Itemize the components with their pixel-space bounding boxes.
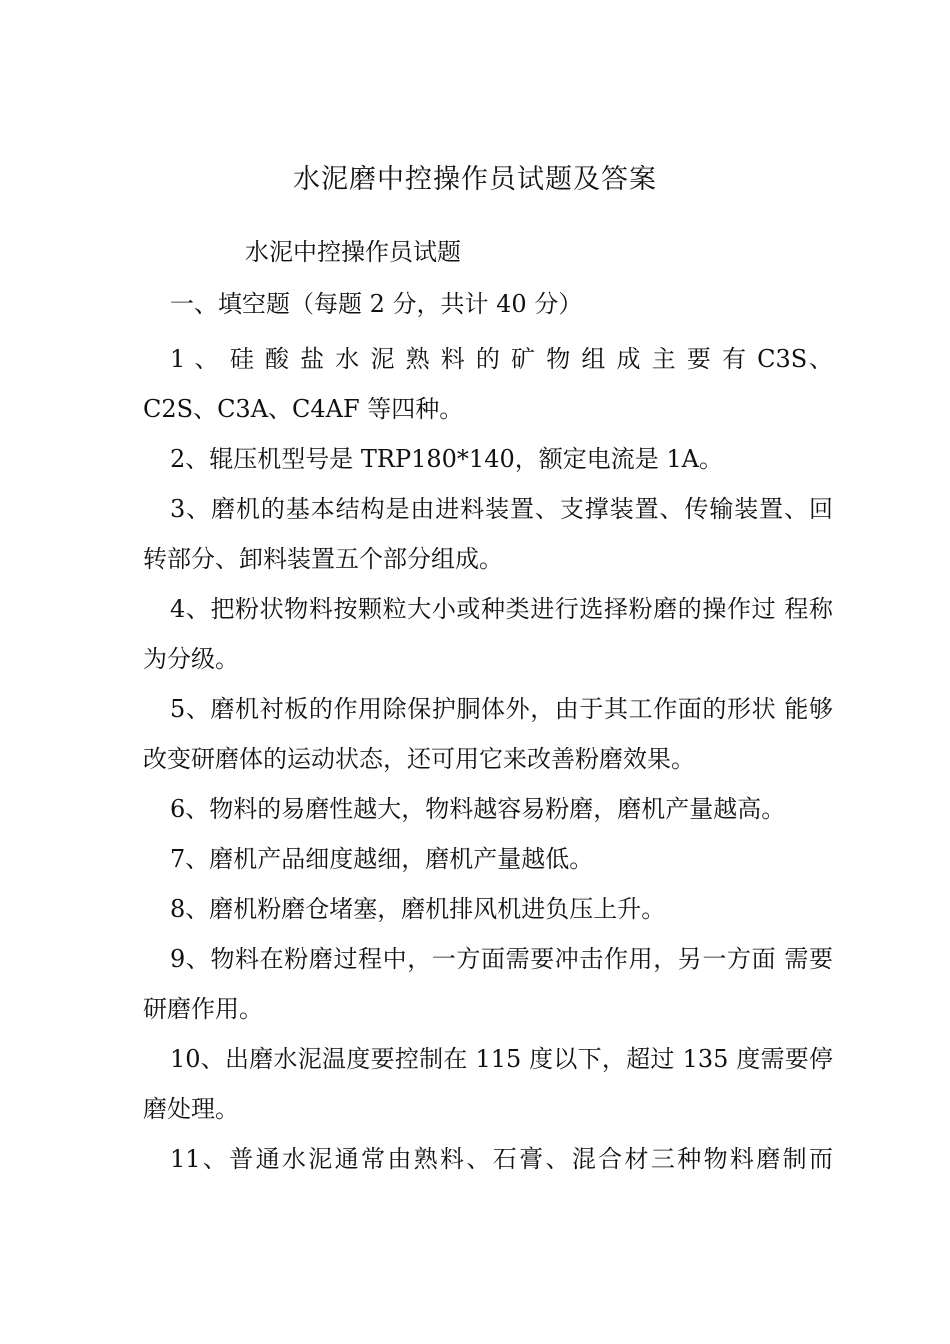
question-1: 1 、 硅 酸 盐 水 泥 熟 料 的 矿 物 组 成 主 要 有 C3S、C2S、C3A、C4AF 等四种。 xyxy=(143,345,833,423)
question-3: 3、磨机的基本结构是由进料装置、支撑装置、传输装置、回转部分、卸料装置五个部分组成。 xyxy=(143,495,833,573)
question-10: 10、出磨水泥温度要控制在 115 度以下，超过 135 度需要停磨处理。 xyxy=(143,1045,833,1123)
document-subtitle: 水泥中控操作员试题 xyxy=(245,238,461,266)
question-11: 11、普通水泥通常由熟料、石膏、混合材三种物料磨制而 xyxy=(170,1145,833,1173)
document-title: 水泥磨中控操作员试题及答案 xyxy=(293,164,657,195)
question-5: 5、磨机衬板的作用除保护胴体外，由于其工作面的形状 能够改变研磨体的运动状态，还可用它来改善粉磨效果。 xyxy=(143,695,833,773)
question-2: 2、辊压机型号是 TRP180*140，额定电流是 1A。 xyxy=(170,445,723,473)
question-8: 8、磨机粉磨仓堵塞，磨机排风机进负压上升。 xyxy=(170,895,666,923)
question-9: 9、物料在粉磨过程中，一方面需要冲击作用，另一方面 需要研磨作用。 xyxy=(143,945,833,1023)
question-list xyxy=(143,334,833,1184)
question-7: 7、磨机产品细度越细，磨机产量越低。 xyxy=(170,845,594,873)
section-heading: 一、填空题（每题 2 分，共计 40 分） xyxy=(170,290,583,318)
question-4: 4、把粉状物料按颗粒大小或种类进行选择粉磨的操作过 程称为分级。 xyxy=(143,595,833,673)
question-6: 6、物料的易磨性越大，物料越容易粉磨，磨机产量越高。 xyxy=(170,795,786,823)
